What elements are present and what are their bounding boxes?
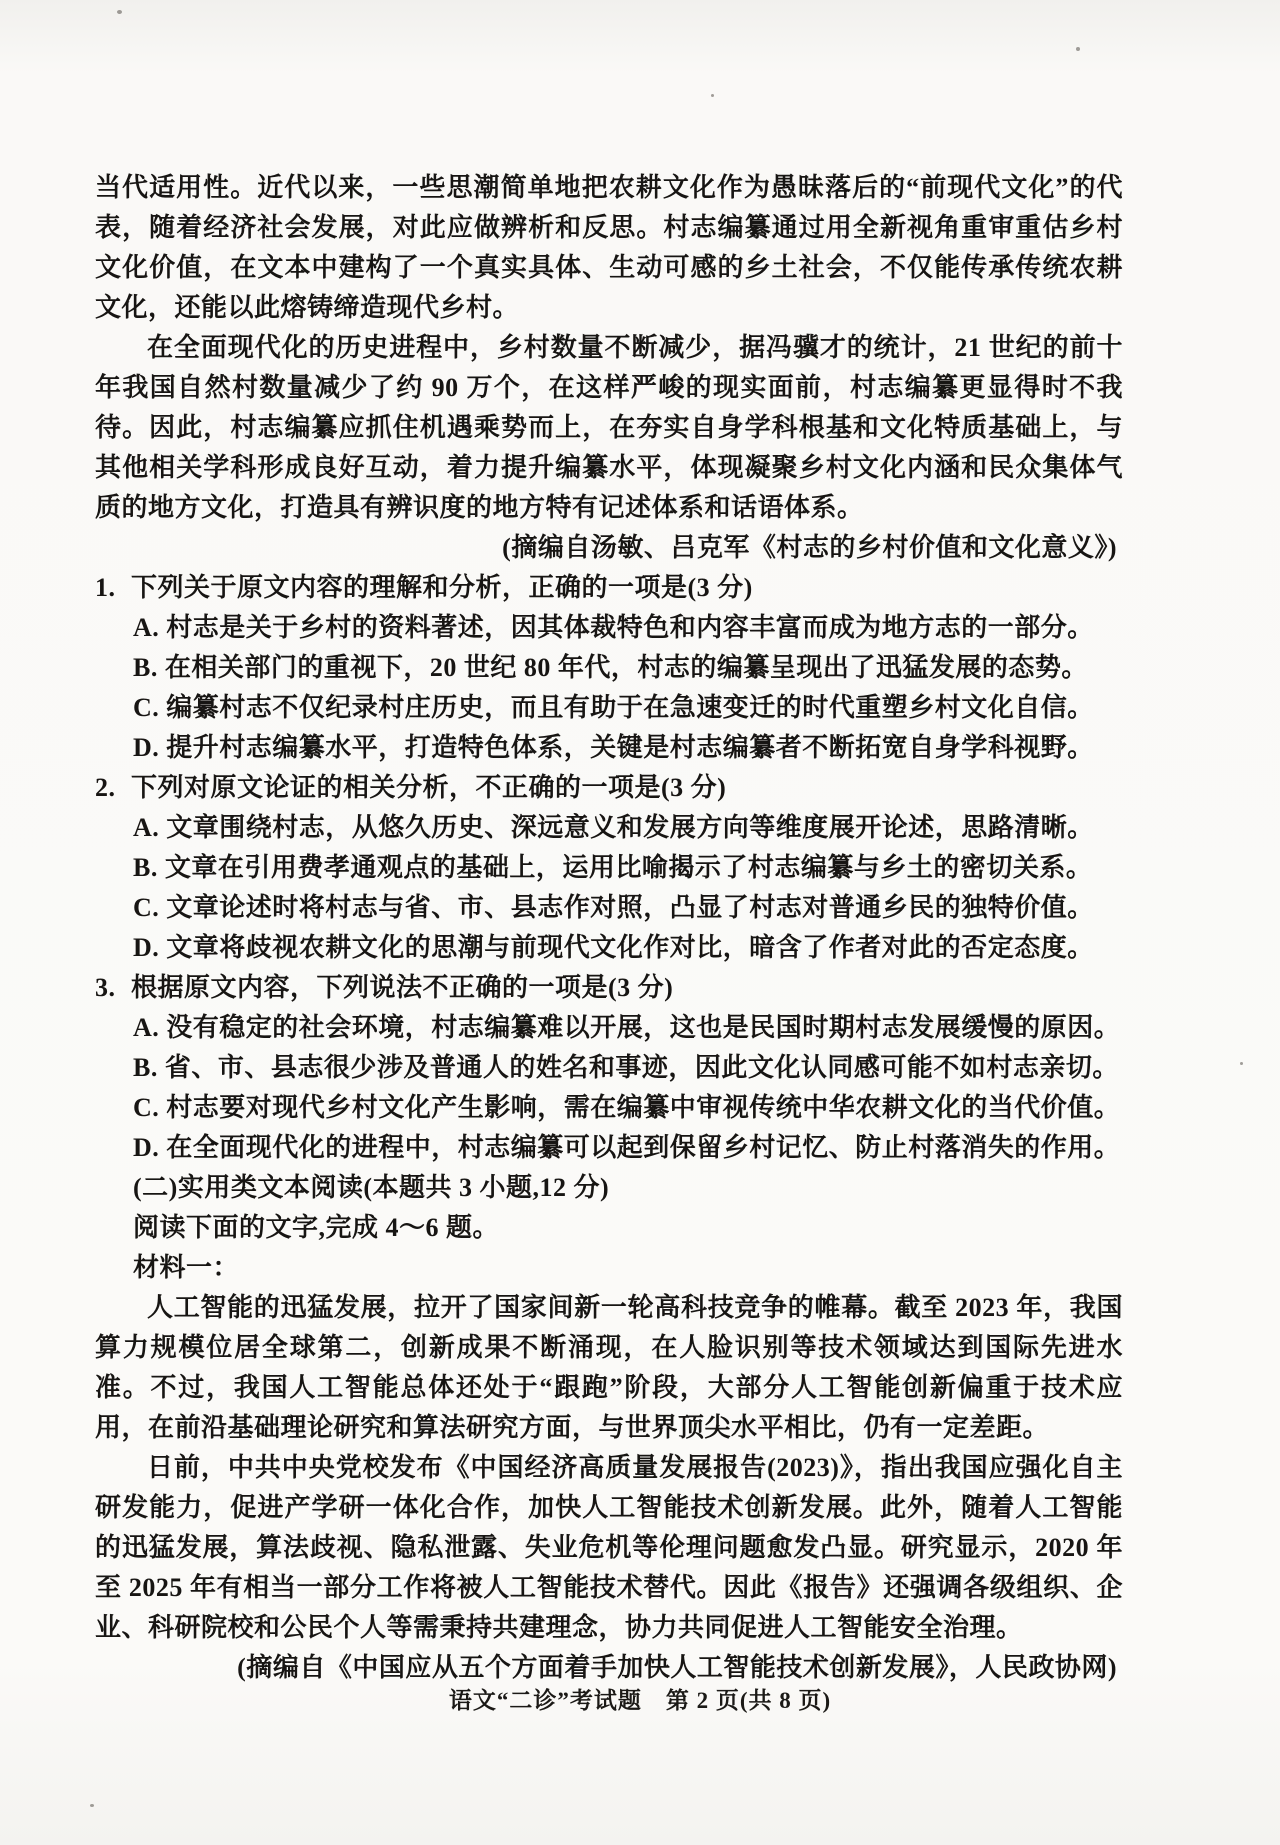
- material-one-paragraph: 人工智能的迅猛发展，拉开了国家间新一轮高科技竞争的帷幕。截至 2023 年，我国算力规模位居全球第二，创新成果不断涌现，在人脸识别等技术领域达到国际先进水准。不过，我国人工智能总体还处于“跟跑”阶段，大部分人工智能创新偏重于技术应用，在前沿基础理论研究和算法研究方面，与世界顶尖水平相比，仍有一定差距。: [95, 1293, 1123, 1442]
- page-body: [95, 168, 1123, 1688]
- material-one-label: 材料一：: [133, 1253, 240, 1282]
- scan-speck: [117, 10, 122, 14]
- question-2: [95, 768, 1123, 968]
- question-stem-text: 根据原文内容，下列说法不正确的一项是(3 分): [131, 973, 674, 1002]
- question-3-option-b: B. 省、市、县志很少涉及普通人的姓名和事迹，因此文化认同感可能不如村志亲切。: [133, 1053, 1119, 1082]
- page-footer: 语文“二诊”考试题 第 2 页(共 8 页): [448, 1688, 832, 1713]
- question-stem: [95, 968, 1123, 1008]
- question-number: 2.: [95, 773, 116, 802]
- question-2-option-c: C. 文章论述时将村志与省、市、县志作对照，凸显了村志对普通乡民的独特价值。: [133, 893, 1094, 922]
- question-1: [95, 568, 1123, 768]
- question-2-option-b: B. 文章在引用费孝通观点的基础上，运用比喻揭示了村志编纂与乡土的密切关系。: [133, 853, 1093, 882]
- section-two-instruction: 阅读下面的文字,完成 4～6 题。: [133, 1213, 500, 1242]
- scan-speck: [1076, 47, 1080, 51]
- material-one-citation: (摘编自《中国应从五个方面着手加快人工智能技术创新发展》，人民政协网): [237, 1653, 1117, 1682]
- question-1-option-b: B. 在相关部门的重视下，20 世纪 80 年代，村志的编纂呈现出了迅猛发展的态势。: [133, 653, 1088, 682]
- question-1-option-c: C. 编纂村志不仅纪录村庄历史，而且有助于在急速变迁的时代重塑乡村文化自信。: [133, 693, 1094, 722]
- question-stem: [95, 768, 1123, 808]
- question-3-option-a: A. 没有稳定的社会环境，村志编纂难以开展，这也是民国时期村志发展缓慢的原因。: [133, 1013, 1121, 1042]
- scan-speck: [90, 1804, 94, 1807]
- question-1-option-d: D. 提升村志编纂水平，打造特色体系，关键是村志编纂者不断拓宽自身学科视野。: [133, 733, 1094, 762]
- question-3: [95, 968, 1123, 1168]
- question-2-option-a: A. 文章围绕村志，从悠久历史、深远意义和发展方向等维度展开论述，思路清晰。: [133, 813, 1094, 842]
- question-number: 1.: [95, 573, 116, 602]
- section-two-heading: (二)实用类文本阅读(本题共 3 小题,12 分): [133, 1173, 610, 1202]
- question-number: 3.: [95, 973, 116, 1002]
- question-2-option-d: D. 文章将歧视农耕文化的思潮与前现代文化作对比，暗含了作者对此的否定态度。: [133, 933, 1094, 962]
- material-one-paragraph: 日前，中共中央党校发布《中国经济高质量发展报告(2023)》，指出我国应强化自主研发能力，促进产学研一体化合作，加快人工智能技术创新发展。此外，随着人工智能的迅猛发展，算法歧视、隐私泄露、失业危机等伦理问题愈发凸显。研究显示，2020 年至 2025 年有相当一部分工作将被人工智能技术替代。因此《报告》还强调各级组织、企业、科研院校和公民个人等需秉持共建理念，协力共同促进人工智能安全治理。: [95, 1453, 1123, 1642]
- scan-speck: [711, 94, 714, 97]
- scan-speck: [1240, 1062, 1243, 1065]
- question-3-option-c: C. 村志要对现代乡村文化产生影响，需在编纂中审视传统中华农耕文化的当代价值。: [133, 1093, 1121, 1122]
- question-stem-text: 下列关于原文内容的理解和分析，正确的一项是(3 分): [131, 573, 753, 602]
- passage-citation: (摘编自汤敏、吕克军《村志的乡村价值和文化意义》): [502, 533, 1117, 562]
- question-1-option-a: A. 村志是关于乡村的资料著述，因其体裁特色和内容丰富而成为地方志的一部分。: [133, 613, 1094, 642]
- question-3-option-d: D. 在全面现代化的进程中，村志编纂可以起到保留乡村记忆、防止村落消失的作用。: [133, 1133, 1121, 1162]
- passage-paragraph: 在全面现代化的历史进程中，乡村数量不断减少，据冯骥才的统计，21 世纪的前十年我国自然村数量减少了约 90 万个，在这样严峻的现实面前，村志编纂更显得时不我待。因此，村志编纂应抓住机遇乘势而上，在夯实自身学科根基和文化特质基础上，与其他相关学科形成良好互动，着力提升编纂水平，体现凝聚乡村文化内涵和民众集体气质的地方文化，打造具有辨识度的地方特有记述体系和话语体系。: [95, 333, 1123, 522]
- question-stem: [95, 568, 1123, 608]
- passage-paragraph-continuation: 当代适用性。近代以来，一些思潮简单地把农耕文化作为愚昧落后的“前现代文化”的代表，随着经济社会发展，对此应做辨析和反思。村志编纂通过用全新视角重审重估乡村文化价值，在文本中建构了一个真实具体、生动可感的乡土社会，不仅能传承传统农耕文化，还能以此熔铸缔造现代乡村。: [95, 173, 1123, 322]
- question-stem-text: 下列对原文论证的相关分析，不正确的一项是(3 分): [131, 773, 727, 802]
